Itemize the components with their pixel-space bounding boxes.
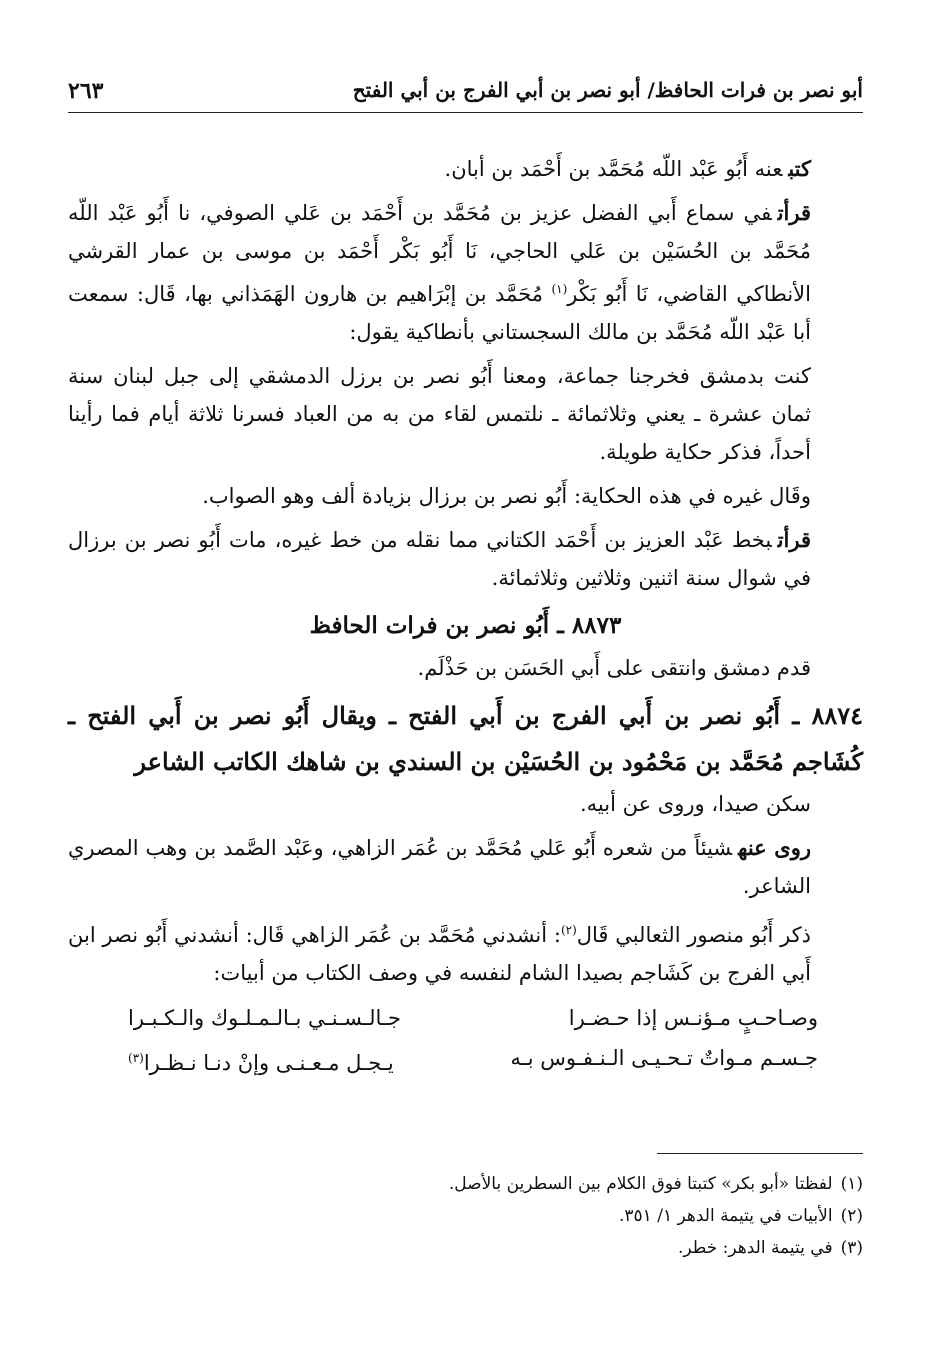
entry-8874-narrators xyxy=(68,829,863,905)
paragraph-text: ذكر أَبُو منصور الثعالبي قَال xyxy=(576,923,812,947)
footnote-number: (٣) xyxy=(840,1238,863,1258)
paragraph-text: عنه أَبُو عَبْد اللّه مُحَمَّد بن أَحْمَد بن أبان. xyxy=(444,157,783,181)
paragraph-qara-tu-2 xyxy=(68,521,863,597)
paragraph-text-continued: مُحَمَّد بن إبْرَاهيم بن هارون الهَمَذاني بها، قَال: سمعت أبا عَبْد اللّه مُحَمَّد بن مالك السجستاني بأنطاكية يقول: xyxy=(68,282,811,344)
paragraph-text: كنت بدمشق فخرجنا جماعة، ومعنا أَبُو نصر بن برزل الدمشقي إلى جبل لبنان سنة ثمان عشرة ـ يعني وثلاثمائة ـ نلتمس لقاء من به من العباد فسرنا ثلاثة أيام فما رأينا أحداً، فذكر حكاية طويلة. xyxy=(68,364,811,464)
running-title: أبو نصر بن فرات الحافظ/ أبو نصر بن أبي الفرج بن أبي الفتح xyxy=(352,78,863,102)
footnote xyxy=(68,1168,863,1200)
paragraph-text: وقَال غيره في هذه الحكاية: أَبُو نصر بن برزال بزيادة ألف وهو الصواب. xyxy=(202,484,811,508)
page-body xyxy=(68,150,863,1083)
footnote-number: (٢) xyxy=(840,1206,863,1226)
verse-text: يـجـل مـعـنـى وإنْ دنـا نـظـرا xyxy=(143,1051,394,1075)
entry-8874-citation xyxy=(68,911,863,992)
verse-line xyxy=(68,1038,863,1083)
footnote-text: لفظتا «أبو بكر» كتبتا فوق الكلام بين السطرين بالأصل. xyxy=(448,1174,833,1194)
paragraph-correction xyxy=(68,477,863,515)
verse-line xyxy=(68,998,863,1038)
footnote-separator xyxy=(657,1153,863,1154)
entry-8873-text: قدم دمشق وانتقى على أَبي الحَسَن بن حَذْلَم. xyxy=(417,656,811,680)
paragraph-text: شيئاً من شعره أَبُو عَلي مُحَمَّد بن عُمَر الزاهي، وعَبْد الصَّمد بن وهب المصري الشاعر. xyxy=(68,836,811,898)
entry-8873-title: ٨٨٧٣ ـ أَبُو نصر بن فرات الحافظ xyxy=(309,612,622,639)
paragraph-quote xyxy=(68,357,863,471)
footnote-text: الأبيات في يتيمة الدهر ١/ ٣٥١. xyxy=(619,1206,833,1226)
entry-8874-title: ٨٨٧٤ ـ أَبُو نصر بن أَبي الفرج بن أَبي الفتح ـ ويقال أَبُو نصر بن أَبي الفتح ـ كُشَاجم مُحَمَّد بن مَحْمُود بن الحُسَيْن بن السندي بن شاهك الكاتب الشاعر xyxy=(68,701,863,776)
paragraph-lead: روى عنه xyxy=(738,835,811,860)
entry-8874-text: سكن صيدا، وروى عن أبيه. xyxy=(579,792,811,816)
verse-first-hemistich: وصـاحـبٍ مـؤنـس إذا حـضـرا xyxy=(568,1006,818,1030)
verse-first-hemistich: جـسـم مـواتٌ تـحـيـى الـنـفـوس بـه xyxy=(510,1046,818,1070)
footnote xyxy=(68,1200,863,1232)
footnote-number: (١) xyxy=(840,1174,863,1194)
footnote-ref: (١) xyxy=(551,282,568,296)
paragraph-kataba xyxy=(68,150,863,188)
footnote xyxy=(68,1232,863,1264)
page-header xyxy=(68,72,863,113)
paragraph-text: في سماع أَبي الفضل عزيز بن مُحَمَّد بن أَحْمَد بن عَلي الصوفي، نا أَبُو عَبْد اللّه مُحَمَّد بن الحُسَيْن بن عَلي الحاجي، نَا أَبُو بَكْر أَحْمَد بن موسى بن عمار القرشي الأنطاكي القاضي، نَا أَبُو بَكْر xyxy=(68,201,811,306)
footnotes xyxy=(68,1168,863,1264)
paragraph-lead: قرأت xyxy=(777,527,811,552)
footnote-text: في يتيمة الدهر: خطر. xyxy=(678,1238,833,1258)
verse-second-hemistich xyxy=(128,1038,394,1083)
poem-verses xyxy=(68,998,863,1083)
verse-second-hemistich: جـالـسـنـي بـالـمـلـوك والـكـبـرا xyxy=(128,1006,401,1030)
paragraph-text: بخط عَبْد العزيز بن أَحْمَد الكتاني مما نقله من خط غيره، مات أَبُو نصر بن برزال في شوال سنة اثنين وثلاثين وثلاثمائة. xyxy=(68,528,811,590)
footnote-ref: (٢) xyxy=(560,923,577,937)
paragraph-qara-tu-1 xyxy=(68,194,863,351)
paragraph-lead: كتب xyxy=(788,156,811,181)
paragraph-text-continued: : أنشدني مُحَمَّد بن عُمَر الزاهي قَال: أنشدني أَبُو نصر ابن أَبي الفرج بن كَشَاجم بصيدا الشام لنفسه في وصف الكتاب من أبيات: xyxy=(68,923,811,985)
footnote-ref: (٣) xyxy=(128,1051,144,1065)
paragraph-lead: قرأت xyxy=(777,200,811,225)
page-number: ٢٦٣ xyxy=(68,78,104,104)
